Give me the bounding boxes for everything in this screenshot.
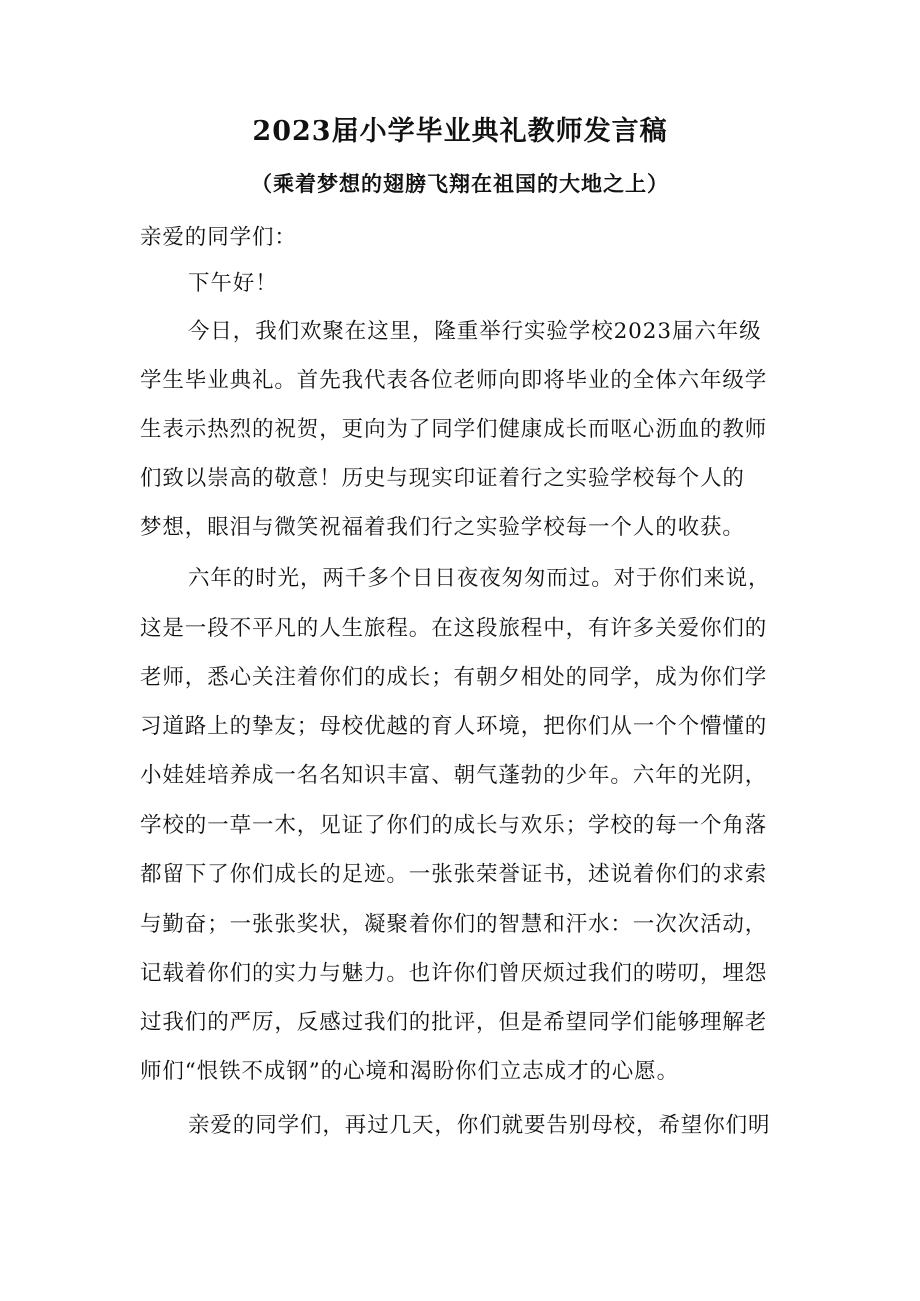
paragraph-line: 习道路上的挚友；母校优越的育人环境，把你们从一个个懵懂的 xyxy=(140,714,768,739)
paragraph-line: 与勤奋；一张张奖状，凝聚着你们的智慧和汗水：一次次活动， xyxy=(140,912,768,937)
paragraph-line: 这是一段不平凡的人生旅程。在这段旅程中，有许多关爱你们的 xyxy=(140,616,768,641)
paragraph-line: 记载着你们的实力与魅力。也许你们曾厌烦过我们的唠叨，埋怨 xyxy=(140,961,768,986)
paragraph-line: 梦想，眼泪与微笑祝福着我们行之实验学校每一个人的收获。 xyxy=(140,515,745,540)
paragraph-line: 六年的时光，两千多个日日夜夜匆匆而过。对于你们来说， xyxy=(188,566,771,591)
paragraph-line: 亲爱的同学们，再过几天，你们就要告别母校，希望你们明 xyxy=(188,1113,771,1138)
paragraph-line: 们致以崇高的敬意！历史与现实印证着行之实验学校每个人的 xyxy=(140,466,745,491)
paragraph-line: 都留下了你们成长的足迹。一张张荣誉证书，述说着你们的求索 xyxy=(140,862,768,887)
paragraph-line: 今日，我们欢聚在这里，隆重举行实验学校2023届六年级 xyxy=(188,319,762,344)
document-title: 2023届小学毕业典礼教师发言稿 xyxy=(252,116,668,147)
document-subtitle: （乘着梦想的翅膀飞翔在祖国的大地之上） xyxy=(251,171,669,196)
paragraph-line: 小娃娃培养成一名名知识丰富、朝气蓬勃的少年。六年的光阴， xyxy=(140,763,768,788)
paragraph-line: 学校的一草一木，见证了你们的成长与欢乐；学校的每一个角落 xyxy=(140,813,768,838)
paragraph-line: 过我们的严厉，反感过我们的批评，但是希望同学们能够理解老 xyxy=(140,1010,768,1035)
greeting: 下午好！ xyxy=(188,271,278,296)
paragraph-line: 老师，悉心关注着你们的成长；有朝夕相处的同学，成为你们学 xyxy=(140,665,768,690)
salutation: 亲爱的同学们： xyxy=(140,225,297,250)
paragraph-line: 生表示热烈的祝贺，更向为了同学们健康成长而呕心沥血的教师 xyxy=(140,417,768,442)
paragraph-line: 学生毕业典礼。首先我代表各位老师向即将毕业的全体六年级学 xyxy=(140,368,768,393)
paragraph-line: 师们“恨铁不成钢”的心境和渴盼你们立志成才的心愿。 xyxy=(140,1059,679,1084)
